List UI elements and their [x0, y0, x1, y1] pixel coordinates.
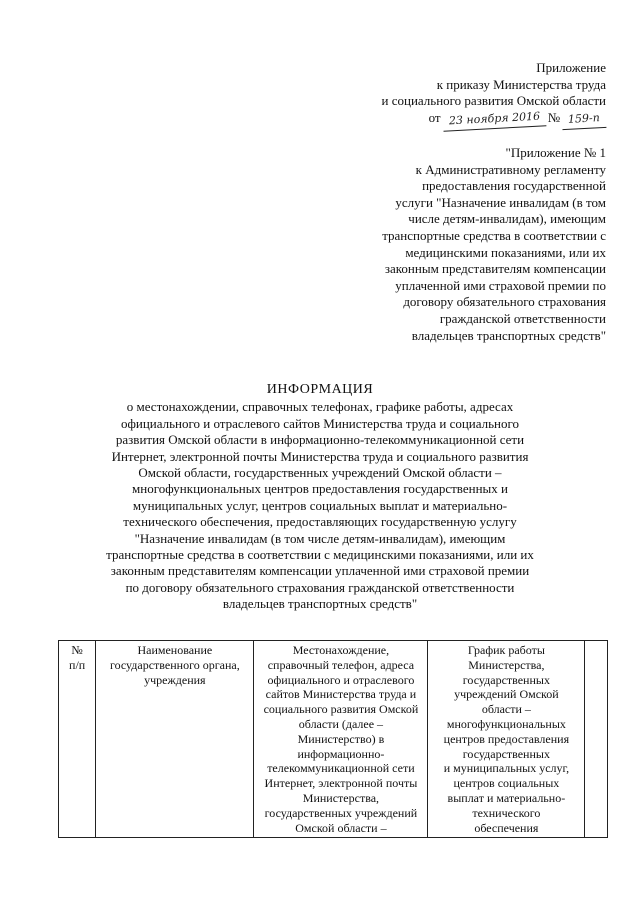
annex-line: медицинскими показаниями, или их	[405, 244, 606, 260]
attachment-header	[306, 60, 606, 128]
attachment-line-1: Приложение	[536, 60, 606, 75]
title-line: Интернет, электронной почты Министерства труда и социального развития	[111, 448, 529, 464]
annex-line: услуги "Назначение инвалидам (в том	[395, 194, 606, 210]
annex-line: числе детям-инвалидам), имеющим	[408, 211, 606, 227]
order-date-handwritten: 23 ноября 2016	[442, 108, 546, 131]
title-line: транспортные средства в соответствии с медицинскими показаниями, или их	[106, 547, 534, 563]
annex-line: "Приложение № 1	[505, 145, 606, 160]
title-line: законным представителям компенсации уплаченной ими страховой премии	[110, 563, 530, 579]
annex-line: законным представителям компенсации	[384, 261, 606, 277]
title-line: официального и отраслевого сайтов Министерства труда и социального	[120, 415, 520, 431]
header-cell-location: Местонахождение, справочный телефон, адреса официального и отраслевого сайтов Министерства труда и социального развития Омской области (далее – Министерство) в информационно- телекоммуникационной сети Интернет, электронной почты Министерства, государственных учреждений Омской области –	[254, 641, 428, 838]
document-title	[60, 382, 580, 613]
annex-header	[316, 145, 606, 344]
order-number-handwritten: 159-п	[562, 110, 607, 130]
annex-line: предоставления государственной	[422, 178, 606, 194]
order-reference	[306, 110, 606, 129]
info-table	[58, 640, 608, 838]
header-cell-extra	[585, 641, 608, 838]
header-cell-schedule: График работы Министерства, государственных учреждений Омской области – многофункциональных центров предоставления государственных и муниципальных услуг, центров социальных выплат и материально- технического обеспечения	[428, 641, 585, 838]
order-number-label: №	[547, 109, 561, 125]
annex-line: к Административному регламенту	[415, 161, 606, 177]
title-line: Омской области, государственных учреждений Омской области –	[138, 465, 502, 481]
annex-line: транспортные средства в соответствии с	[382, 227, 606, 243]
title-line: муниципальных услуг, центров социальных выплат и материально-	[132, 497, 508, 513]
header-cell-number: № п/п	[59, 641, 96, 838]
order-prefix: от	[428, 109, 441, 125]
title-line: по договору обязательного страхования гражданской ответственности	[125, 579, 515, 595]
attachment-line-3: и социального развития Омской области	[381, 93, 606, 109]
annex-line: договору обязательного страхования	[403, 294, 606, 310]
title-line: владельцев транспортных средств"	[222, 596, 418, 612]
annex-line: владельцев транспортных средств"	[411, 327, 606, 343]
title-line: технического обеспечения, предоставляющих государственную услугу	[123, 514, 517, 530]
attachment-line-2: к приказу Министерства труда	[436, 76, 606, 92]
title-line: многофункциональных центров предоставления государственных и	[132, 481, 508, 497]
table-header-row	[59, 641, 608, 838]
title-line: развития Омской области в информационно-телекоммуникационной сети	[115, 432, 525, 448]
title-heading: ИНФОРМАЦИЯ	[266, 382, 374, 397]
annex-line: уплаченной ими страховой премии по	[395, 277, 606, 293]
title-line: "Назначение инвалидам (в том числе детям-инвалидам), имеющим	[134, 530, 506, 546]
title-line: о местонахождении, справочных телефонах, графике работы, адресах	[126, 399, 514, 415]
header-cell-name: Наименование государственного органа, учреждения	[96, 641, 254, 838]
annex-line: гражданской ответственности	[439, 310, 606, 326]
